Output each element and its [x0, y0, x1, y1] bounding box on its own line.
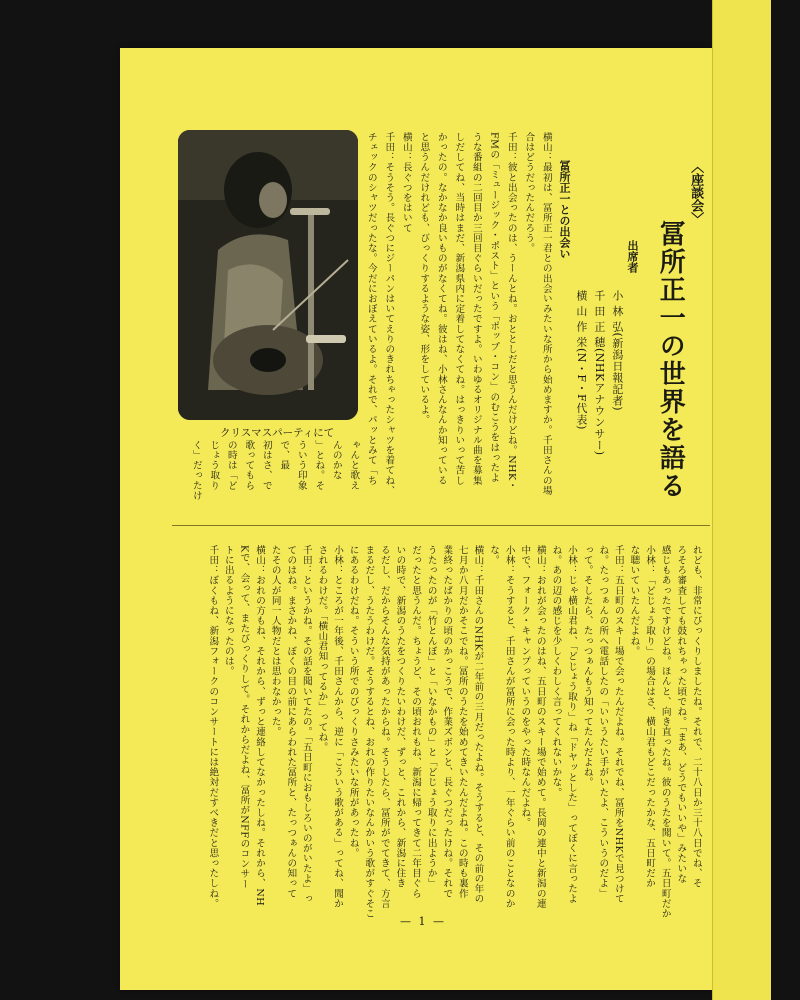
top-column: チェックのシャツだったな。今だにおぼえているよ。それで、パッとみて「ち [365, 132, 377, 486]
bottom-column: トに出るようになったのは。 [222, 545, 234, 677]
attendee-row: 横 山 作 栄(N・F・F代表) [574, 290, 588, 430]
top-column: 千田：彼と出会ったのは、うーんとね。おととしだと思うんだけどね。NHK・ [505, 132, 517, 491]
top-column: うな番組の二回目か三回目ぐらいだったですよ。いわゆるオリジナル曲を募集 [470, 132, 482, 486]
bottom-column: まるだし、うたうわけだ。そうするとね、おれの作りたいなんかいう歌がすぐそこ [363, 545, 375, 919]
top-column: 歌ってもら [243, 440, 255, 491]
top-column: の時は「ど [225, 440, 237, 491]
bottom-column: 小林：「どじょう取り」の場合はさ、横山君もどこだったかな、五日町だか [644, 545, 656, 889]
concert-photo [178, 130, 358, 420]
top-column: と思うんだけれども、びっくりするような姿、形をしているよ。 [418, 132, 430, 425]
bottom-column: な。 [488, 545, 500, 566]
bottom-column: 七月か八月だかそこでね。冨所のうたを始めてきいたんだよね。この時も裏作 [456, 545, 468, 899]
bottom-column: Kで、会って、またびっくりして。それからだよね、冨所がNFFのコンサー [238, 545, 250, 889]
booklet-page-edge [712, 0, 771, 1000]
bottom-column: るだし、だからそんな気持があったからね。そうしたら、冨所がでてきて、方言 [378, 545, 390, 909]
bottom-column: 小林：そうすると、千田さんが冨所に会った時より、一年ぐらい前のことなのか [503, 545, 515, 909]
bottom-column: てのはね。まさかね、ぼくの目の前にあらわれた冨所と、たっつぁんの知って [285, 545, 297, 899]
bottom-column: にあるわけだね。そういう所でのびっくりさみたいな所があったね。 [347, 545, 359, 859]
top-column: 」とね。そ [313, 440, 325, 491]
bottom-column: だったと思うんだ。ちょうど、その頃おれもね、新潟に帰ってきて二年目ぐら [410, 545, 422, 899]
bottom-column: ね。あの辺の感じを少しくわしく言ってくれないかな。 [550, 545, 562, 798]
bottom-column: 感じもあったですけどね。ほんと、向き直ったね。彼のうたを聞いて。五日町だか [659, 545, 671, 919]
bottom-column: 横山：おれの方もね、それから、ずっと連絡してなかったしね。それから、NH [254, 545, 266, 907]
top-column: 横山：長ぐつをはいて [400, 132, 412, 233]
bottom-column: たその人が同一人物だとは思わなかった。 [269, 545, 281, 737]
top-column: FMの「ミュージック・ポスト」という「ポップ・コン」のむこうをはったよ [488, 132, 500, 483]
section-heading: 冨所正一との出会い [558, 160, 572, 259]
bottom-column: 業終ったばかりの頃のかっこうで、作業ズボンと、長ぐつだったけね。それで [441, 545, 453, 899]
bottom-column: って。そしたら、たっつぁんもう知ってたんだよね。 [581, 545, 593, 788]
bottom-column: 小林：じゃ横山君ね、「どじょう取り」ね「ドヤッとした」ってぼくに言ったよ [566, 545, 578, 904]
top-column: んのかな [330, 440, 342, 481]
attendee-row: 小 林 弘(新潟日報記者) [610, 290, 624, 412]
page-title: 冨所正一の世界を語る [655, 220, 686, 500]
bottom-column: 千田：ぼくもね、新潟フォークのコンサートには絶対だすべきだと思ったしね。 [207, 545, 219, 909]
bottom-column: いの時で、新潟のうたをつくりたいわけだ、ずっと、これから、新潟に住き [394, 545, 406, 889]
roundtable-tag: 〈座談会〉 [688, 160, 704, 225]
top-column: く」だったけ [190, 440, 202, 501]
attendee-row: 千 田 正 穂(NHKアナウンサー) [592, 290, 606, 456]
bottom-column: 小林：ところが一年後、千田さんから、逆に「こういう歌がある」ってね、聞か [332, 545, 344, 909]
top-column: 横山：最初は、冨所正一君との出会いみたいな所から始めますか。千田さんの場 [540, 132, 552, 496]
top-column: 千田：そうそう。長ぐつにジーパンはいてえりのきれちゃったシャツを着てね、 [383, 132, 395, 496]
top-column: じょう取り [208, 440, 220, 491]
bottom-column: うたったのが「竹とんぼ」と「いなかもの」と「どじょう取りに出ようか」 [425, 545, 437, 889]
bottom-column: な聴いていたんだよね。 [628, 545, 640, 657]
bottom-column: されるわけだ。「横山君知ってるか」ってね。 [316, 545, 328, 753]
bottom-column: ろそろ審査しても鼓れちゃった頃でね。「まあ、どうでもいいや」みたいな [675, 545, 687, 884]
section-divider [172, 525, 710, 526]
guitarist-photo-image [178, 130, 358, 420]
top-column: 合はどうだったんだろう。 [523, 132, 535, 254]
top-column: ゃんと歌え [348, 440, 360, 491]
bottom-column: ね。たっつぁんの所へ電話したの「いいうたい手がいたよ、こういうのだよ」 [597, 545, 609, 899]
bottom-column: 横山：千田さんのNHKが二年前の三月だったよね。そうすると、その前の年の [472, 545, 484, 904]
bottom-column: 千田：というかね。その話を聞いてたの。「五日町におもしろいのがいたよ」っ [300, 545, 312, 904]
page-number: — 1 — [400, 915, 446, 928]
top-column: かったの。なかなか良いものがなくてね。彼はね、小林さんなんか知っている [435, 132, 447, 486]
bottom-column: 横山：おれが会ったのはね、五日町のスキー場で始めて。長岡の連中と新潟の連 [534, 545, 546, 909]
bottom-column: 千田：五日町のスキー場で会ったんだよね。それでね、冨所をNHKで見つけて [612, 545, 624, 904]
photo-caption: クリスマスパーティにて [220, 427, 335, 439]
top-column: 初はさ、で [260, 440, 272, 491]
top-column: で、最 [278, 440, 290, 471]
bottom-column: れども、非常にびっくりしましたね。それで、二十八日か三十八日でね、そ [690, 545, 702, 889]
bottom-column: 中で、フォーク・キャンプっていうのをやった時なんだよね。 [519, 545, 531, 828]
top-column: ういう印象 [295, 440, 307, 491]
top-column: しだしてね、当時はまだ、新潟県内に定着してなくてね。はっきりいって苦し [453, 132, 465, 486]
attendees-label: 出席者 [626, 240, 640, 273]
